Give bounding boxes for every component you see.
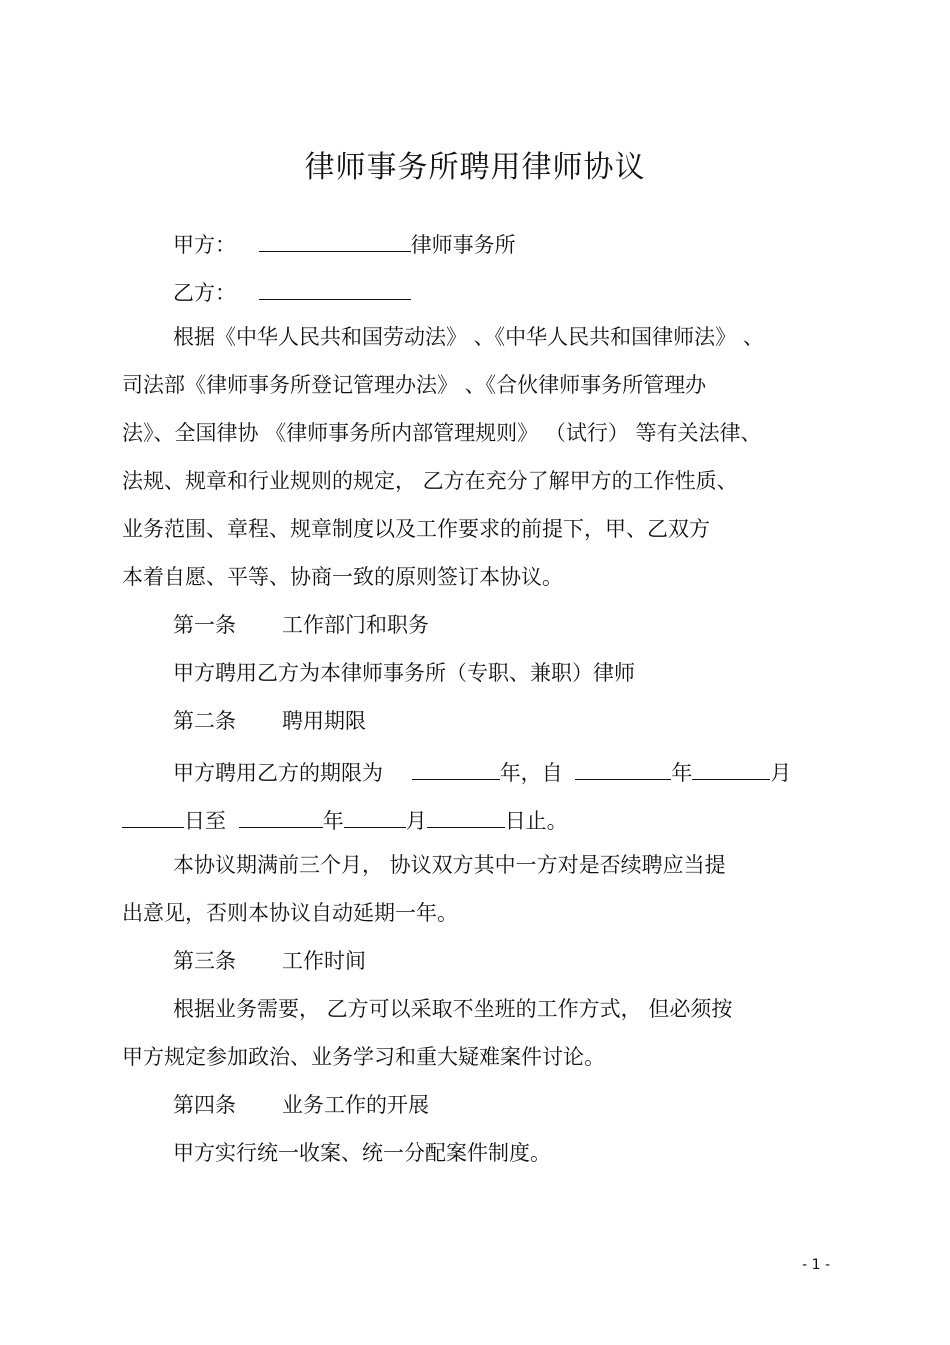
article-title: 工作时间 xyxy=(282,949,366,973)
party-b-blank xyxy=(259,279,411,300)
term-text: 日止。 xyxy=(504,809,568,833)
article-number: 第二条 xyxy=(173,709,236,733)
preamble-line: 法》、全国律协 《律师事务所内部管理规则》 （试行） 等有关法律、 xyxy=(122,421,762,445)
renew-line: 本协议期满前三个月， 协议双方其中一方对是否续聘应当提 xyxy=(173,853,726,877)
page-number: - 1 - xyxy=(802,1257,830,1273)
party-a-suffix: 律师事务所 xyxy=(410,233,516,257)
preamble-line: 本着自愿、平等、协商一致的原则签订本协议。 xyxy=(122,565,563,589)
article-heading xyxy=(173,951,366,972)
article-heading xyxy=(173,1095,429,1116)
article-title: 聘用期限 xyxy=(282,709,366,733)
article-number: 第一条 xyxy=(173,613,236,637)
end-day-blank xyxy=(427,807,505,828)
term-text: 甲方聘用乙方的期限为 xyxy=(173,761,383,785)
term-years-blank xyxy=(412,759,500,780)
party-a-line xyxy=(173,231,516,256)
start-day-blank xyxy=(122,807,184,828)
term-text: 年，自 xyxy=(499,761,563,785)
end-month-blank xyxy=(344,807,406,828)
party-a-blank xyxy=(259,231,411,252)
party-a-label: 甲方： xyxy=(173,233,236,257)
preamble-line: 司法部《律师事务所登记管理办法》 、《合伙律师事务所管理办 xyxy=(122,373,707,397)
article-number: 第三条 xyxy=(173,949,236,973)
start-year-blank xyxy=(575,759,671,780)
article-heading xyxy=(173,711,366,732)
party-b-line xyxy=(173,279,411,304)
article-body: 甲方实行统一收案、统一分配案件制度。 xyxy=(173,1141,551,1165)
term-text: 年 xyxy=(671,761,693,785)
term-text: 年 xyxy=(322,809,344,833)
term-text: 日至 xyxy=(184,809,226,833)
article-heading xyxy=(173,615,429,636)
start-month-blank xyxy=(692,759,770,780)
preamble-line: 根据《中华人民共和国劳动法》 、《中华人民共和国律师法》 、 xyxy=(173,325,764,349)
term-text: 月 xyxy=(770,761,792,785)
article-body: 根据业务需要， 乙方可以采取不坐班的工作方式， 但必须按 xyxy=(173,997,733,1021)
end-year-blank xyxy=(239,807,323,828)
article-number: 第四条 xyxy=(173,1093,236,1117)
term-text: 月 xyxy=(405,809,427,833)
article-title: 业务工作的开展 xyxy=(282,1093,429,1117)
article-body: 甲方规定参加政治、业务学习和重大疑难案件讨论。 xyxy=(122,1045,605,1069)
term-line xyxy=(122,807,568,832)
renew-line: 出意见，否则本协议自动延期一年。 xyxy=(122,901,458,925)
preamble-line: 法规、规章和行业规则的规定， 乙方在充分了解甲方的工作性质、 xyxy=(122,469,738,493)
article-title: 工作部门和职务 xyxy=(282,613,429,637)
preamble-line: 业务范围、章程、规章制度以及工作要求的前提下，甲、乙双方 xyxy=(122,517,710,541)
article-body: 甲方聘用乙方为本律师事务所（专职、兼职）律师 xyxy=(173,661,635,685)
party-b-label: 乙方： xyxy=(173,281,236,305)
term-line xyxy=(173,759,791,784)
document-title: 律师事务所聘用律师协议 xyxy=(304,150,646,185)
